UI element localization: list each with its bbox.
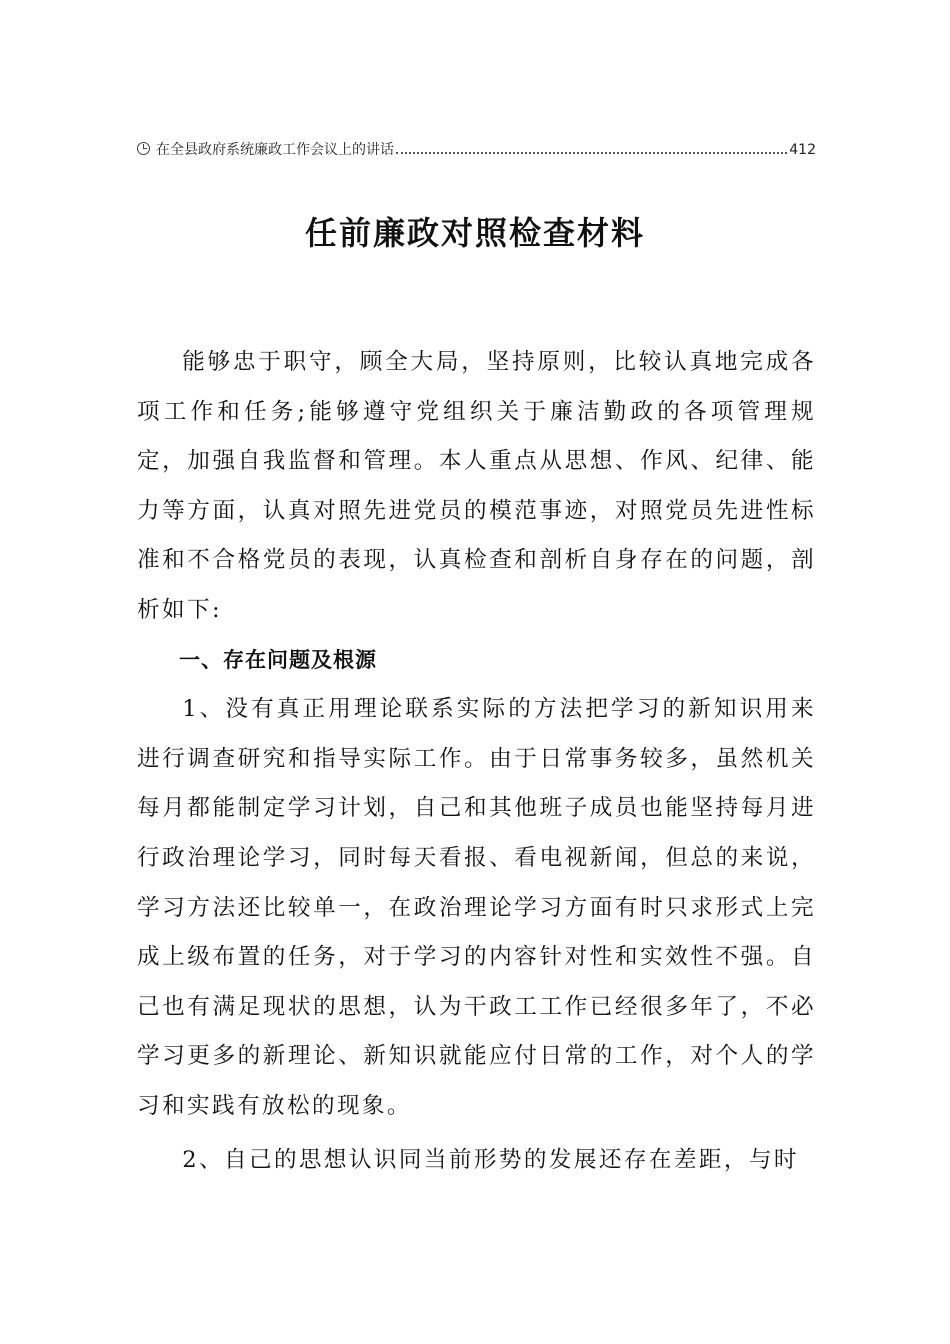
document-title: 任前廉政对照检查材料 xyxy=(304,214,645,252)
document-body xyxy=(137,338,816,1185)
toc-entry-title: 在全县政府系统廉政工作会议上的讲话 xyxy=(156,142,394,158)
body-paragraph: 2、自己的思想认识同当前形势的发展还存在差距，与时 xyxy=(182,1146,799,1173)
intro-paragraph: 能够忠于职守，顾全大局，坚持原则，比较认真地完成各项工作和任务;能够遵守党组织关于廉洁勤政的各项管理规定，加强自我监督和管理。本人重点从思想、作风、纪律、能力等方面，认真对照先进党员的模范事迹，对照党员先进性标准和不合格党员的表现，认真检查和剖析自身存在的问题，剖析如下: xyxy=(137,349,816,623)
toc-dot-leader xyxy=(396,151,787,154)
body-paragraph: 1、没有真正用理论联系实际的方法把学习的新知识用来进行调查研究和指导实际工作。由于日常事务较多，虽然机关每月都能制定学习计划，自己和其他班子成员也能坚持每月进行政治理论学习，同时每天看报、看电视新闻，但总的来说，学习方法还比较单一，在政治理论学习方面有时只求形式上完成上级布置的任务，对于学习的内容针对性和实效性不强。自己也有满足现状的思想，认为干政工工作已经很多年了，不必学习更多的新理论、新知识就能应付日常的工作，对个人的学习和实践有放松的现象。 xyxy=(137,696,816,1119)
toc-page-number: 412 xyxy=(789,142,816,158)
clock-icon xyxy=(137,142,150,155)
section-heading: 一、存在问题及根源 xyxy=(179,647,377,672)
toc-entry[interactable] xyxy=(137,139,816,163)
